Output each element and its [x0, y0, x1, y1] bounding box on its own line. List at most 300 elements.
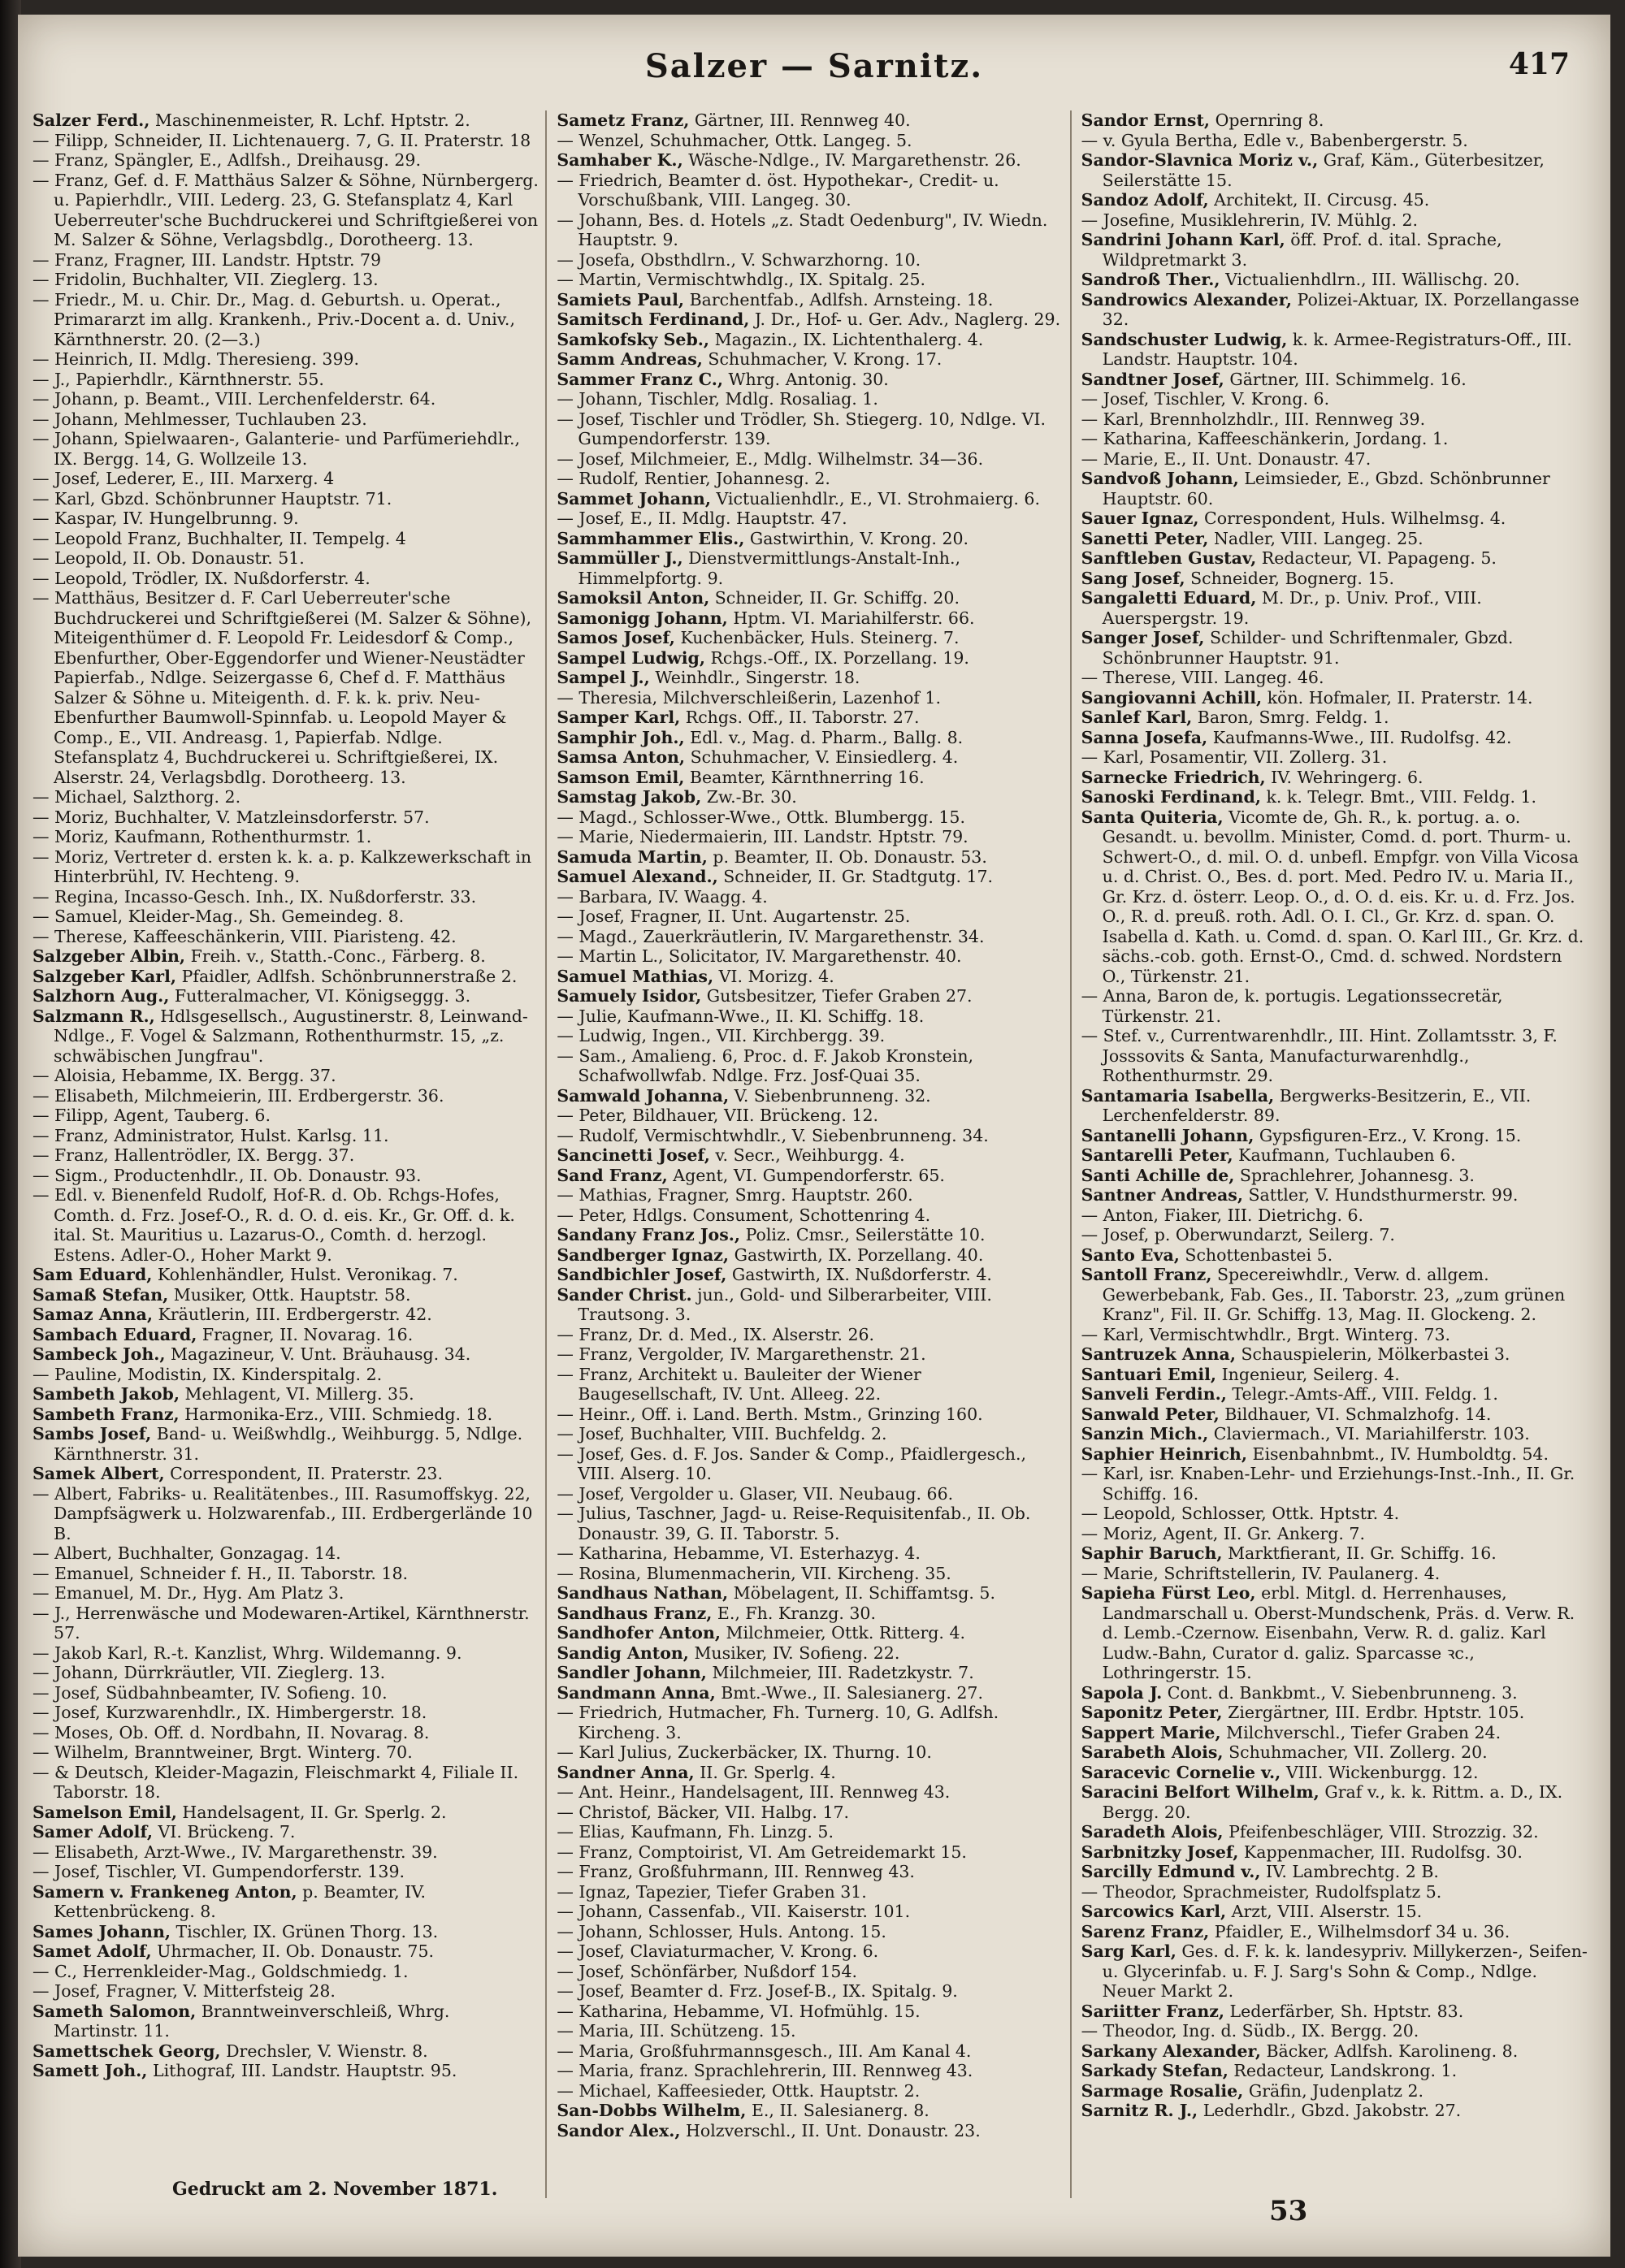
entry-text: — Karl, isr. Knaben-Lehr- und Erziehungs-Inst.-Inh., II. Gr. Schiffg. 16.	[1081, 1464, 1575, 1504]
entry-name: Santa Quiteria,	[1081, 807, 1224, 827]
directory-entry	[557, 1325, 1063, 1345]
entry-text: k. k. Telegr. Bmt., VIII. Feldg. 1.	[1260, 787, 1537, 807]
directory-entry	[32, 1862, 539, 1882]
entry-text: Ingenieur, Seilerg. 4.	[1216, 1364, 1400, 1384]
directory-entry	[557, 708, 1063, 728]
entry-name: Santner Andreas,	[1081, 1185, 1243, 1205]
entry-name: Santruzek Anna,	[1081, 1344, 1236, 1364]
entry-text: Gastwirth, IX. Porzellang. 40.	[729, 1244, 984, 1265]
entry-name: Salzgeber Karl,	[32, 966, 177, 986]
directory-entry	[557, 449, 1063, 470]
entry-text: Kaufmann, Tuchlauben 6.	[1233, 1145, 1456, 1165]
directory-entry	[32, 1365, 539, 1385]
entry-text: Schauspielerin, Mölkerbastei 3.	[1235, 1344, 1510, 1364]
entry-text: Kaufmanns-Wwe., III. Rudolfsg. 42.	[1207, 727, 1512, 747]
directory-entry	[557, 1185, 1063, 1205]
entry-name: Samuel Alexand.,	[557, 867, 718, 886]
entry-text: Pfeifenbeschläger, VIII. Strozzig. 32.	[1223, 1822, 1539, 1842]
entry-text: — Pauline, Modistin, IX. Kinderspitalg. 2.	[32, 1364, 383, 1384]
entry-text: v. Secr., Weihburgg. 4.	[709, 1145, 905, 1165]
entry-text: Opernring 8.	[1210, 110, 1324, 130]
entry-text: — Marie, Schriftstellerin, IV. Paulanerg. 4.	[1081, 1563, 1441, 1583]
directory-entry	[1081, 1543, 1588, 1564]
entry-text: — Stef. v., Currentwarenhdlr., III. Hint. Zollamtsstr. 3, F. Josssovits & Santa, Manufacturwarenhdlg., Rothenthurmstr. 29.	[1081, 1026, 1558, 1085]
directory-entry	[32, 1166, 539, 1186]
directory-entry	[32, 2002, 539, 2041]
entry-text: — Julie, Kaufmann-Wwe., II. Kl. Schiffg. 18.	[557, 1006, 925, 1026]
entry-text: VIII. Wickenburgg. 12.	[1280, 1762, 1479, 1782]
directory-entry	[557, 1763, 1063, 1783]
directory-entry	[1081, 1902, 1588, 1922]
directory-entry	[557, 1344, 1063, 1365]
directory-entry	[32, 1663, 539, 1683]
entry-text: Cont. d. Bankbmt., V. Siebenbrunneng. 3.	[1162, 1682, 1518, 1703]
directory-entry	[32, 1822, 539, 1842]
directory-entry	[32, 1962, 539, 1982]
entry-text: — Franz, Vergolder, IV. Margarethenstr. 21.	[557, 1344, 926, 1364]
entry-name: Samm Andreas,	[557, 349, 703, 369]
entry-text: — Josef, Südbahnbeamter, IV. Sofieng. 10.	[32, 1682, 388, 1703]
entry-text: Baron, Smrg. Feldg. 1.	[1192, 708, 1389, 727]
directory-entry	[32, 1066, 539, 1086]
entry-name: Sandoz Adolf,	[1081, 190, 1209, 210]
entry-text: — Franz, Administrator, Hulst. Karlsg. 11.	[32, 1125, 389, 1145]
entry-text: Harmonika-Erz., VIII. Schmiedg. 18.	[179, 1404, 493, 1424]
directory-entry	[1081, 1822, 1588, 1842]
directory-entry	[32, 409, 539, 430]
entry-text: — Regina, Incasso-Gesch. Inh., IX. Nußdorferstr. 33.	[32, 886, 477, 907]
entry-text: — Heinr., Off. i. Land. Berth. Mstm., Grinzing 160.	[557, 1404, 983, 1424]
entry-text: — Johann, Bes. d. Hotels „z. Stadt Oedenburg", IV. Wiedn. Hauptstr. 9.	[557, 210, 1048, 249]
entry-text: — Maria, Großfuhrmannsgesch., III. Am Kanal 4.	[557, 2041, 972, 2061]
entry-text: Redacteur, VI. Papageng. 5.	[1256, 548, 1497, 568]
directory-entry	[1081, 708, 1588, 728]
entry-text: Musiker, Ottk. Hauptstr. 58.	[168, 1284, 411, 1305]
entry-text: — Franz, Spängler, E., Adlfsh., Dreihausg. 29.	[32, 150, 421, 170]
directory-entry	[32, 1344, 539, 1365]
entry-name: Salzer Ferd.,	[32, 110, 150, 130]
directory-entry	[32, 1126, 539, 1146]
directory-entry	[32, 1325, 539, 1345]
entry-name: Sarbnitzky Josef,	[1081, 1842, 1239, 1862]
entry-text: — Johann, Dürrkräutler, VII. Zieglerg. 13.	[32, 1663, 386, 1682]
entry-text: — Theodor, Sprachmeister, Rudolfsplatz 5.	[1081, 1881, 1442, 1902]
entry-name: Sandschuster Ludwig,	[1081, 329, 1288, 349]
directory-entry	[557, 309, 1063, 330]
entry-text: Barchentfab., Adlfsh. Arnsteing. 18.	[684, 289, 994, 309]
directory-entry	[32, 1803, 539, 1823]
entry-text: Gärtner, III. Schimmelg. 16.	[1224, 369, 1467, 389]
entry-name: Sandor Ernst,	[1081, 110, 1211, 130]
directory-entry	[1081, 1086, 1588, 1126]
entry-name: Sanveli Ferdin.,	[1081, 1384, 1227, 1404]
entry-text: Pfaidler, Adlfsh. Schönbrunnerstraße 2.	[176, 966, 518, 986]
entry-text: Futteralmacher, VI. Königseggg. 3.	[169, 986, 471, 1006]
entry-text: Holzverschl., II. Unt. Donaustr. 23.	[680, 2120, 981, 2140]
directory-entry	[32, 131, 539, 151]
entry-text: Kappenmacher, III. Rudolfsg. 30.	[1238, 1842, 1523, 1862]
directory-entry	[557, 1444, 1063, 1484]
entry-text: — Marie, Niedermaierin, III. Landstr. Hptstr. 79.	[557, 827, 968, 846]
column-3	[1075, 110, 1594, 2198]
directory-entry	[557, 2061, 1063, 2081]
directory-entry	[32, 150, 539, 171]
entry-text: kön. Hofmaler, II. Praterstr. 14.	[1262, 687, 1533, 708]
entry-text: — Josef, E., II. Mdlg. Hauptstr. 47.	[557, 509, 847, 528]
entry-name: Sandig Anton,	[557, 1643, 689, 1663]
directory-entry	[557, 1623, 1063, 1643]
entry-name: Saracevic Cornelie v.,	[1081, 1762, 1281, 1782]
directory-entry	[32, 270, 539, 290]
entry-text: Lithograf, III. Landstr. Hauptstr. 95.	[147, 2061, 457, 2080]
entry-text: Gastwirth, IX. Nußdorferstr. 4.	[726, 1265, 992, 1284]
entry-text: — Peter, Hdlgs. Consument, Schottenring 4.	[557, 1205, 931, 1225]
entry-text: — Leopold, Trödler, IX. Nußdorferstr. 4.	[32, 568, 370, 588]
entry-text: Polizei-Aktuar, IX. Porzellangasse 32.	[1102, 289, 1580, 329]
entry-text: M. Dr., p. Univ. Prof., VIII. Auerspergstr. 19.	[1102, 588, 1482, 628]
directory-entry	[557, 1205, 1063, 1226]
entry-name: Sarkany Alexander,	[1081, 2041, 1261, 2061]
entry-name: Sames Johann,	[32, 1921, 171, 1941]
entry-text: — Johann, Mehlmesser, Tuchlauben 23.	[32, 409, 367, 429]
directory-entry	[1081, 728, 1588, 748]
entry-name: Sarg Karl,	[1081, 1941, 1176, 1961]
entry-text: Kohlenhändler, Hulst. Veronikag. 7.	[152, 1265, 458, 1284]
directory-entry	[1081, 409, 1588, 430]
entry-name: Samwald Johanna,	[557, 1085, 730, 1106]
entry-text: — Moriz, Kaufmann, Rothenthurmstr. 1.	[32, 827, 372, 846]
directory-entry	[1081, 1583, 1588, 1683]
directory-entry	[32, 1842, 539, 1863]
directory-entry	[557, 548, 1063, 588]
entry-text: — Aloisia, Hebamme, IX. Bergg. 37.	[32, 1066, 336, 1085]
entry-text: — Theresia, Milchverschleißerin, Lazenhof 1.	[557, 687, 941, 708]
directory-entry	[557, 1166, 1063, 1186]
directory-entry	[557, 608, 1063, 629]
entry-text: — Filipp, Agent, Tauberg. 6.	[32, 1106, 271, 1125]
directory-entry	[32, 1543, 539, 1564]
entry-text: — Ignaz, Tapezier, Tiefer Graben 31.	[557, 1881, 867, 1902]
entry-text: — Marie, E., II. Unt. Donaustr. 47.	[1081, 448, 1372, 469]
entry-text: Milchverschl., Tiefer Graben 24.	[1220, 1722, 1502, 1742]
directory-entry	[557, 2121, 1063, 2141]
directory-entry	[32, 1424, 539, 1464]
directory-entry	[1081, 1683, 1588, 1703]
directory-entry	[1081, 1026, 1588, 1086]
entry-name: Sarabeth Alois,	[1081, 1742, 1224, 1762]
directory-entry	[32, 1763, 539, 1803]
directory-entry	[557, 628, 1063, 648]
entry-text: — Magd., Schlosser-Wwe., Ottk. Blumbergg. 15.	[557, 807, 965, 827]
entry-name: Sangiovanni Achill,	[1081, 687, 1263, 708]
directory-entry	[557, 1405, 1063, 1425]
directory-entry	[1081, 389, 1588, 409]
directory-entry	[1081, 1424, 1588, 1444]
entry-text: Sattler, V. Hundsthurmerstr. 99.	[1242, 1185, 1519, 1205]
directory-entry	[32, 1384, 539, 1405]
entry-text: Dienstvermittlungs-Anstalt-Inh., Himmelpfortg. 9.	[578, 548, 961, 588]
directory-entry	[557, 389, 1063, 409]
entry-text: Schuhmacher, V. Krong. 17.	[702, 349, 942, 369]
directory-entry	[557, 469, 1063, 489]
entry-text: — Josef, Claviaturmacher, V. Krong. 6.	[557, 1941, 879, 1961]
entry-text: Leimsieder, E., Gbzd. Schönbrunner Hauptstr. 60.	[1102, 469, 1550, 509]
entry-text: Uhrmacher, II. Ob. Donaustr. 75.	[151, 1941, 435, 1961]
entry-text: — & Deutsch, Kleider-Magazin, Fleischmarkt 4, Filiale II. Taborstr. 18.	[32, 1762, 519, 1802]
running-head: Salzer — Sarnitz.	[644, 47, 984, 85]
entry-text: öff. Prof. d. ital. Sprache, Wildpretmarkt 3.	[1102, 230, 1502, 270]
entry-name: Sandhofer Anton,	[557, 1623, 722, 1643]
entry-text: Ges. d. F. k. k. landesypriv. Millykerzen-, Seifen- u. Glycerinfab. u. F. J. Sarg's Sohn & Comp., Ndlge. Neuer Markt 2.	[1102, 1941, 1588, 2001]
entry-name: Saradeth Alois,	[1081, 1822, 1224, 1842]
directory-entry	[1081, 270, 1588, 290]
directory-entry	[1081, 2021, 1588, 2041]
directory-entry	[1081, 330, 1588, 370]
directory-entry	[557, 1106, 1063, 1126]
entry-name: Samer Adolf,	[32, 1822, 153, 1842]
directory-entry	[32, 1723, 539, 1743]
entry-text: Schneider, II. Gr. Schiffg. 20.	[709, 588, 960, 608]
entry-name: Samoksil Anton,	[557, 588, 710, 608]
directory-entry	[32, 2041, 539, 2062]
directory-entry	[557, 1424, 1063, 1444]
entry-text: Lederhdlr., Gbzd. Jakobstr. 27.	[1198, 2101, 1462, 2120]
entry-text: — Friedrich, Beamter d. öst. Hypothekar-, Credit- u. Vorschußbank, VIII. Langeg. 30.	[557, 170, 999, 210]
directory-entry	[32, 1185, 539, 1265]
entry-text: — Wilhelm, Branntweiner, Brgt. Winterg. 70.	[32, 1742, 413, 1762]
directory-entry	[32, 1265, 539, 1285]
entry-text: — Josef, Tischler und Trödler, Sh. Stiegerg. 10, Ndlge. VI. Gumpendorferstr. 139.	[557, 409, 1046, 448]
entry-text: — Moses, Ob. Off. d. Nordbahn, II. Novarag. 8.	[32, 1722, 430, 1742]
directory-entry	[557, 110, 1063, 131]
entry-text: p. Beamter, IV. Kettenbrückeng. 8.	[54, 1881, 426, 1921]
entry-text: Agent, VI. Gumpendorferstr. 65.	[667, 1165, 945, 1185]
entry-text: — Franz, Großfuhrmann, III. Rennweg 43.	[557, 1862, 915, 1881]
entry-text: — J., Herrenwäsche und Modewaren-Artikel, Kärnthnerstr. 57.	[32, 1603, 530, 1643]
entry-name: Sammet Johann,	[557, 488, 711, 509]
entry-text: — Matthäus, Besitzer d. F. Carl Ueberreuter'sche Buchdruckerei und Schriftgießerei (M. Salzer & Söhne), Miteigenthümer d. F. Leopold Fr. Leidesdorf & Comp., Ebenfurther, Ober-Eggendorfer und Wiener-Neustädter Papierfab., Ndlge. Seizergasse 6, Chef d. F. Matthäus Salzer & Söhne u. Miteigenth. d. F. k. k. priv. Neu-Ebenfurther Baumwoll-Spinnfab. u. Leopold Mayer & Comp., E., VII. Andreasg. 1, Papierfab. Ndlge. Stefansplatz 4, Buchdruckerei u. Schriftgießerei, IX. Alserstr. 24, Verlagsbdlg. Dorotheerg. 13.	[32, 588, 532, 787]
directory-entry	[32, 588, 539, 787]
entry-text: — Katharina, Hebamme, VI. Esterhazyg. 4.	[557, 1543, 921, 1563]
entry-name: Sammüller J.,	[557, 548, 683, 568]
directory-entry	[1081, 1225, 1588, 1245]
directory-entry	[32, 389, 539, 409]
entry-name: Saphir Baruch,	[1081, 1543, 1223, 1563]
directory-entry	[32, 1742, 539, 1763]
directory-entry	[557, 787, 1063, 807]
entry-name: Sameth Salomon,	[32, 2001, 197, 2021]
directory-entry	[1081, 290, 1588, 330]
directory-entry	[557, 131, 1063, 151]
directory-entry	[32, 847, 539, 887]
entry-name: Sapieha Fürst Leo,	[1081, 1583, 1256, 1603]
directory-entry	[557, 2101, 1063, 2121]
directory-entry	[557, 1742, 1063, 1763]
directory-entry	[32, 548, 539, 569]
directory-entry	[1081, 1245, 1588, 1266]
entry-text: — Josef, Fragner, V. Mitterfsteig 28.	[32, 1981, 336, 2001]
entry-text: Vicomte de, Gh. R., k. portug. a. o. Gesandt. u. bevollm. Minister, Comd. d. port. Thurm- u. Schwert-O., d. mil. O. d. unbefl. Empfgr. von Villa Vicosa u. d. Christ. O., Bes. d. port. Med. Pedro IV. u. Maria II., Gr. Krz. d. österr. Leop. O., d. O. d. eis. Kr. u. d. Frz. Jos. O., R. d. preuß. roth. Adl. O. I. Cl., Gr. Krz. d. span. O. Isabella d. Kath. u. Comd. d. span. O. Karl III., Gr. Krz. d. sächs.-cob. goth. Ernst-O., Cmd. d. schwed. Nordstern O., Türkenstr. 21.	[1102, 807, 1584, 986]
directory-entry	[1081, 1882, 1588, 1902]
entry-text: Kuchenbäcker, Huls. Steinerg. 7.	[674, 628, 960, 647]
entry-name: Sanzin Mich.,	[1081, 1424, 1209, 1443]
entry-name: Samaß Stefan,	[32, 1284, 169, 1305]
entry-text: Fragner, II. Novarag. 16.	[197, 1324, 414, 1344]
directory-entry	[1081, 509, 1588, 529]
entry-text: — Franz, Hallentrödler, IX. Bergg. 37.	[32, 1145, 355, 1165]
entry-text: E., Fh. Kranzg. 30.	[712, 1603, 876, 1623]
entry-name: Samstag Jakob,	[557, 787, 702, 807]
entry-text: — Josef, Buchhalter, VIII. Buchfeldg. 2.	[557, 1424, 887, 1443]
directory-entry	[1081, 1524, 1588, 1544]
entry-text: — Maria, franz. Sprachlehrerin, III. Rennweg 43.	[557, 2061, 973, 2080]
directory-entry	[1081, 548, 1588, 569]
entry-text: II. Gr. Sperlg. 4.	[694, 1762, 836, 1782]
entry-text: — Maria, III. Schützeng. 15.	[557, 2021, 796, 2041]
entry-text: Weinhdlr., Singerstr. 18.	[649, 668, 860, 687]
entry-text: — Peter, Bildhauer, VII. Brückeng. 12.	[557, 1106, 879, 1125]
entry-text: — Franz, Gef. d. F. Matthäus Salzer & Söhne, Nürnbergerg. u. Papierhdlr., VIII. Lederg. 23, G. Stefansplatz 4, Karl Ueberreuter'sche Buchdruckerei und Schriftgießerei von M. Salzer & Söhne, Verlagsbdlg., Dorotheerg. 13.	[32, 170, 539, 249]
directory-entry	[557, 2021, 1063, 2041]
directory-entry	[557, 2041, 1063, 2062]
directory-entry	[32, 370, 539, 390]
directory-entry	[1081, 210, 1588, 231]
entry-text: Schuhmacher, V. Einsiedlerg. 4.	[685, 747, 959, 767]
entry-text: Poliz. Cmsr., Seilerstätte 10.	[740, 1225, 986, 1244]
directory-entry	[557, 1285, 1063, 1325]
entry-name: Samos Josef,	[557, 628, 675, 647]
entry-text: — Moriz, Buchhalter, V. Matzleinsdorferstr. 57.	[32, 807, 430, 827]
entry-name: Samitsch Ferdinand,	[557, 309, 750, 329]
entry-text: Bäcker, Adlfsh. Karolineng. 8.	[1260, 2041, 1519, 2061]
directory-entry	[557, 489, 1063, 509]
entry-text: — Franz, Fragner, III. Landstr. Hptstr. 79	[32, 249, 382, 270]
entry-name: Sambeth Jakob,	[32, 1384, 180, 1404]
directory-entry	[32, 986, 539, 1006]
entry-name: Salzgeber Albin,	[32, 946, 186, 966]
entry-text: Hptm. VI. Mariahilferstr. 66.	[727, 608, 975, 628]
entry-name: Samphir Joh.,	[557, 727, 685, 747]
directory-entry	[1081, 1922, 1588, 1942]
entry-text: — Rosina, Blumenmacherin, VII. Kircheng. 35.	[557, 1563, 951, 1583]
entry-text: E., II. Salesianerg. 8.	[746, 2101, 930, 2120]
entry-name: Sambeth Franz,	[32, 1404, 180, 1424]
directory-entry	[1081, 1941, 1588, 2002]
directory-entry	[1081, 110, 1588, 131]
directory-entry	[557, 1484, 1063, 1504]
directory-entry	[1081, 787, 1588, 807]
entry-name: Samettschek Georg,	[32, 2041, 221, 2061]
entry-text: — Johann, p. Beamt., VIII. Lerchenfelderstr. 64.	[32, 389, 436, 409]
entry-text: Claviermach., VI. Mariahilferstr. 103.	[1208, 1424, 1530, 1443]
directory-entry	[1081, 1405, 1588, 1425]
directory-entry	[557, 1583, 1063, 1604]
entry-text: Band- u. Weißwhdlg., Weihburgg. 5, Ndlge. Kärnthnerstr. 31.	[54, 1424, 523, 1464]
entry-text: — Katharina, Hebamme, VI. Hofmühlg. 15.	[557, 2001, 921, 2021]
directory-entry	[1081, 190, 1588, 210]
entry-text: Edl. v., Mag. d. Pharm., Ballg. 8.	[684, 727, 964, 747]
entry-name: Salzhorn Aug.,	[32, 986, 170, 1006]
directory-entry	[32, 1981, 539, 2002]
directory-entry	[32, 1484, 539, 1544]
directory-entry	[557, 1006, 1063, 1027]
directory-entry	[32, 1405, 539, 1425]
entry-name: Sandor-Slavnica Moriz v.,	[1081, 150, 1319, 170]
entry-text: — C., Herrenkleider-Mag., Goldschmiedg. 1.	[32, 1961, 409, 1981]
directory-entry	[557, 150, 1063, 171]
directory-entry	[557, 2081, 1063, 2101]
directory-entry	[1081, 1344, 1588, 1365]
directory-entry	[32, 827, 539, 847]
entry-text: Graf v., k. k. Rittm. a. D., IX. Bergg. 20.	[1102, 1782, 1563, 1822]
directory-entry	[1081, 768, 1588, 788]
entry-text: Eisenbahnbmt., IV. Humboldtg. 54.	[1246, 1443, 1549, 1464]
entry-name: Samsa Anton,	[557, 747, 686, 767]
entry-text: Telegr.-Amts-Aff., VIII. Feldg. 1.	[1226, 1384, 1498, 1404]
directory-page	[18, 15, 1610, 2257]
directory-entry	[32, 1106, 539, 1126]
directory-entry	[32, 1305, 539, 1325]
entry-text: — Julius, Taschner, Jagd- u. Reise-Requisitenfab., II. Ob. Donaustr. 39, G. II. Taborstr. 5.	[557, 1504, 1031, 1543]
directory-entry	[32, 1922, 539, 1942]
entry-text: VI. Brückeng. 7.	[152, 1822, 296, 1842]
entry-text: — v. Gyula Bertha, Edle v., Babenbergerstr. 5.	[1081, 130, 1468, 150]
entry-name: Sandberger Ignaz,	[557, 1244, 730, 1265]
entry-name: Sanoski Ferdinand,	[1081, 787, 1261, 807]
entry-text: — Emanuel, M. Dr., Hyg. Am Platz 3.	[32, 1583, 344, 1603]
entry-name: Samett Joh.,	[32, 2061, 148, 2080]
directory-entry	[1081, 1862, 1588, 1882]
entry-text: Branntweinverschleiß, Whrg. Martinstr. 11.	[54, 2001, 450, 2041]
entry-name: Salzmann R.,	[32, 1006, 155, 1026]
entry-text: Gypsfiguren-Erz., V. Krong. 15.	[1254, 1125, 1522, 1145]
directory-entry	[557, 1365, 1063, 1405]
entry-text: Schilder- und Schriftenmaler, Gbzd. Schönbrunner Hauptstr. 91.	[1102, 628, 1514, 668]
entry-name: Saracini Belfort Wilhelm,	[1081, 1782, 1320, 1802]
entry-name: Samiets Paul,	[557, 289, 685, 309]
entry-name: Santi Achille de,	[1081, 1165, 1235, 1185]
entry-text: Correspondent, II. Praterstr. 23.	[164, 1464, 443, 1483]
entry-text: Architekt, II. Circusg. 45.	[1208, 190, 1430, 210]
entry-text: — Rudolf, Vermischtwhdlr., V. Siebenbrunneng. 34.	[557, 1125, 989, 1145]
directory-entry	[1081, 1365, 1588, 1385]
entry-text: Nadler, VIII. Langeg. 25.	[1208, 528, 1424, 548]
entry-text: — Anna, Baron de, k. portugis. Legationssecretär, Türkenstr. 21.	[1081, 986, 1503, 1026]
entry-text: Victualienhdlrn., III. Wällischg. 20.	[1220, 270, 1520, 289]
directory-entry	[32, 569, 539, 589]
entry-text: — Johann, Cassenfab., VII. Kaiserstr. 101.	[557, 1902, 911, 1921]
directory-entry	[1081, 429, 1588, 449]
entry-name: Sanger Josef,	[1081, 628, 1205, 647]
directory-entry	[1081, 1842, 1588, 1863]
entry-text: Correspondent, Huls. Wilhelmsg. 4.	[1198, 509, 1506, 528]
entry-text: Pfaidler, E., Wilhelmsdorf 34 u. 36.	[1209, 1921, 1510, 1941]
entry-name: Sandner Anna,	[557, 1762, 695, 1782]
directory-entry	[32, 907, 539, 927]
entry-text: — Mathias, Fragner, Smrg. Hauptstr. 260.	[557, 1185, 913, 1205]
entry-name: Sampel Ludwig,	[557, 647, 705, 668]
entry-text: — Magd., Zauerkräutlerin, IV. Margarethenstr. 34.	[557, 926, 985, 946]
entry-text: — Josef, Schönfärber, Nußdorf 154.	[557, 1961, 858, 1981]
directory-entry	[1081, 2061, 1588, 2081]
directory-entry	[557, 1981, 1063, 2002]
directory-entry	[557, 668, 1063, 688]
directory-entry	[557, 1245, 1063, 1266]
directory-entry	[32, 807, 539, 828]
entry-text: Mehlagent, VI. Millerg. 35.	[180, 1384, 414, 1404]
directory-entry	[1081, 230, 1588, 270]
entry-name: Sammhammer Elis.,	[557, 528, 745, 548]
